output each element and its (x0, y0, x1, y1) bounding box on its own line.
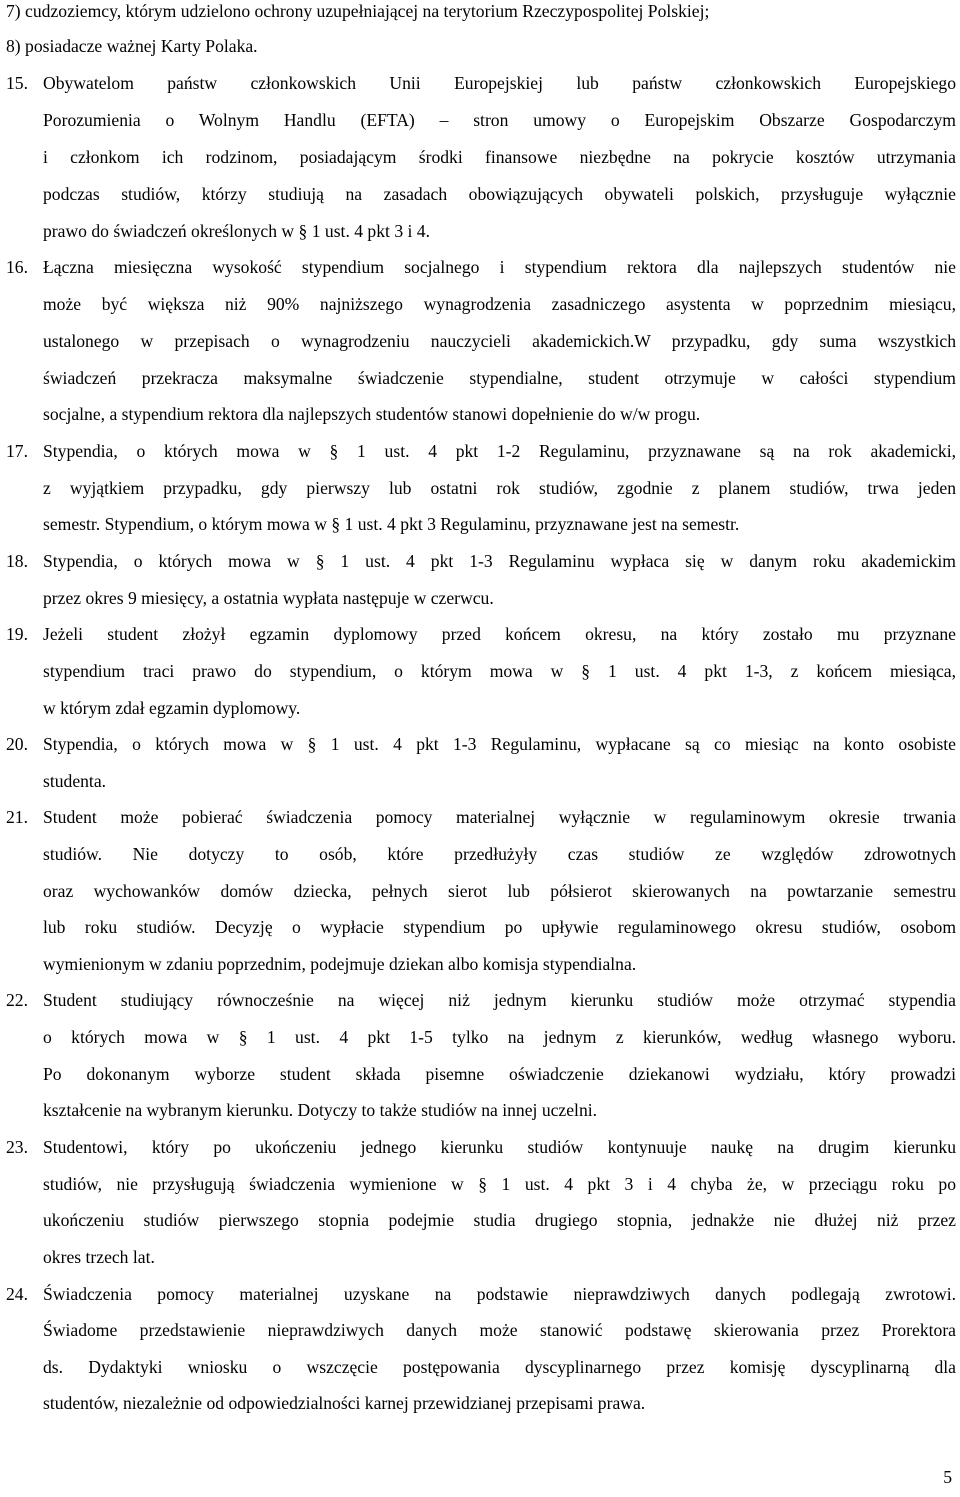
item-16-line: Łączna miesięczna wysokość stypendium socjalnego i stypendium rektora dla najlepszych studentów nie (43, 257, 956, 277)
item-24-line: studentów, niezależnie od odpowiedzialności karnej przewidzianej przepisami prawa. (43, 1393, 646, 1413)
item-20-line: studenta. (43, 771, 107, 791)
list-item-7: 7) cudzoziemcy, którym udzielono ochrony uzupełniającej na terytorium Rzeczypospolitej Polskiej; (6, 1, 710, 21)
item-19-line: w którym zdał egzamin dyplomowy. (43, 698, 301, 718)
item-17-line: semestr. Stypendium, o którym mowa w § 1 ust. 4 pkt 3 Regulaminu, przyznawane jest na semestr. (43, 514, 740, 534)
item-21-line: oraz wychowanków domów dziecka, pełnych sierot lub półsierot skierowanych na powtarzanie semestru (43, 881, 956, 901)
item-22-number: 22. (6, 990, 28, 1010)
item-18-line: Stypendia, o których mowa w § 1 ust. 4 pkt 1-3 Regulaminu wypłaca się w danym roku akademickim (43, 551, 956, 571)
item-17-number: 17. (6, 441, 28, 461)
item-24-line: Świadczenia pomocy materialnej uzyskane na podstawie nieprawdziwych danych podlegają zwrotowi. (43, 1284, 956, 1304)
item-20-number: 20. (6, 734, 28, 754)
item-21-line: studiów. Nie dotyczy to osób, które przedłużyły czas studiów ze względów zdrowotnych (43, 844, 956, 864)
item-23-number: 23. (6, 1137, 28, 1157)
item-23-line: ukończeniu studiów pierwszego stopnia podejmie studia drugiego stopnia, jednakże nie dłużej niż przez (43, 1210, 956, 1230)
item-21-line: lub roku studiów. Decyzję o wypłacie stypendium po upływie regulaminowego okresu studiów, osobom (43, 917, 956, 937)
item-18-number: 18. (6, 551, 28, 571)
item-24-line: ds. Dydaktyki wniosku o wszczęcie postępowania dyscyplinarnego przez komisję dyscyplinarną dla (43, 1357, 956, 1377)
item-24-number: 24. (6, 1284, 28, 1304)
item-16-number: 16. (6, 257, 28, 277)
item-20-line: Stypendia, o których mowa w § 1 ust. 4 pkt 1-3 Regulaminu, wypłacane są co miesiąc na konto osobiste (43, 734, 956, 754)
item-17-line: z wyjątkiem przypadku, gdy pierwszy lub ostatni rok studiów, zgodnie z planem studiów, trwa jeden (43, 478, 956, 498)
item-21-line: Student może pobierać świadczenia pomocy materialnej wyłącznie w regulaminowym okresie trwania (43, 807, 956, 827)
item-15-line: prawo do świadczeń określonych w § 1 ust. 4 pkt 3 i 4. (43, 221, 430, 241)
item-15-line: i członkom ich rodzinom, posiadającym środki finansowe niezbędne na pokrycie kosztów utrzymania (43, 147, 956, 167)
item-15-line: Obywatelom państw członkowskich Unii Europejskiej lub państw członkowskich Europejskiego (43, 73, 956, 93)
item-15-line: Porozumienia o Wolnym Handlu (EFTA) – stron umowy o Europejskim Obszarze Gospodarczym (43, 110, 956, 130)
item-23-line: Studentowi, który po ukończeniu jednego kierunku studiów kontynuuje naukę na drugim kierunku (43, 1137, 956, 1157)
item-19-line: Jeżeli student złożył egzamin dyplomowy przed końcem okresu, na który zostało mu przyznane (43, 624, 956, 644)
item-16-line: świadczeń przekracza maksymalne świadczenie stypendialne, student otrzymuje w całości stypendium (43, 368, 956, 388)
item-16-line: może być większa niż 90% najniższego wynagrodzenia zasadniczego asystenta w poprzednim miesiącu, (43, 294, 956, 314)
item-22-line: Student studiujący równocześnie na więcej niż jednym kierunku studiów może otrzymać stypendia (43, 990, 956, 1010)
page-number: 5 (943, 1467, 952, 1487)
item-15-line: podczas studiów, którzy studiują na zasadach obowiązujących obywateli polskich, przysługuje wyłącznie (43, 184, 956, 204)
item-18-line: przez okres 9 miesięcy, a ostatnia wypłata następuje w czerwcu. (43, 588, 494, 608)
item-21-line: wymienionym w zdaniu poprzednim, podejmuje dziekan albo komisja stypendialna. (43, 954, 637, 974)
item-15-number: 15. (6, 73, 28, 93)
item-17-line: Stypendia, o których mowa w § 1 ust. 4 pkt 1-2 Regulaminu, przyznawane są na rok akademicki, (43, 441, 956, 461)
item-22-line: Po dokonanym wyborze student składa pisemne oświadczenie dziekanowi wydziału, który prowadzi (43, 1064, 956, 1084)
item-23-line: studiów, nie przysługują świadczenia wymienione w § 1 ust. 4 pkt 3 i 4 chyba że, w przeciągu roku po (43, 1174, 956, 1194)
item-21-number: 21. (6, 807, 28, 827)
item-16-line: socjalne, a stypendium rektora dla najlepszych studentów stanowi dopełnienie do w/w progu. (43, 404, 701, 424)
item-23-line: okres trzech lat. (43, 1247, 155, 1267)
list-item-8: 8) posiadacze ważnej Karty Polaka. (6, 36, 258, 56)
item-16-line: ustalonego w przepisach o wynagrodzeniu nauczycieli akademickich.W przypadku, gdy suma wszystkich (43, 331, 956, 351)
item-19-number: 19. (6, 624, 28, 644)
item-24-line: Świadome przedstawienie nieprawdziwych danych może stanowić podstawę skierowania przez Prorektora (43, 1320, 956, 1340)
item-22-line: kształcenie na wybranym kierunku. Dotyczy to także studiów na innej uczelni. (43, 1100, 598, 1120)
item-22-line: o których mowa w § 1 ust. 4 pkt 1-5 tylko na jednym z kierunków, według własnego wyboru. (43, 1027, 956, 1047)
item-19-line: stypendium traci prawo do stypendium, o którym mowa w § 1 ust. 4 pkt 1-3, z końcem miesiąca, (43, 661, 956, 681)
